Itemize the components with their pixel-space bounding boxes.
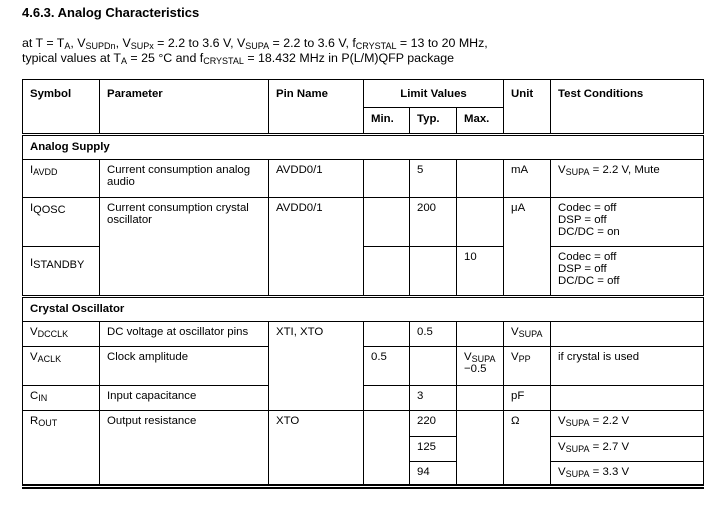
min-cell: [364, 322, 410, 347]
unit-cell: $V_{PP}$: [504, 347, 551, 386]
typ-cell: [410, 347, 457, 386]
analog-characteristics-table: [22, 79, 704, 489]
typ-cell: 200: [410, 198, 457, 247]
max-cell: [457, 411, 504, 487]
symbol-cell: $R_{OUT}$: [23, 411, 100, 487]
conditions-line-1: at $T = T_A$, $V_{SUPDn}$, $V_{SUPx} = 2.2$ to 3.6 V, $V_{SUPA} = 2.2$ to 3.6 V, $f_{CRYSTAL} = 13$ to 20 MHz,: [22, 36, 488, 51]
parameter-cell: Input capacitance: [100, 386, 269, 411]
unit-cell: mA: [504, 160, 551, 198]
col-header-unit: Unit: [504, 80, 551, 135]
test-conditions-cell: $V_{SUPA} = 2.7$ V: [551, 437, 704, 462]
parameter-cell: Current consumption crystal oscillator: [100, 198, 269, 297]
test-conditions-cell: Codec = off DSP = off DC/DC = off: [551, 247, 704, 297]
typ-cell: [410, 247, 457, 297]
symbol-cell: $V_{ACLK}$: [23, 347, 100, 386]
parameter-cell: Current consumption analog audio: [100, 160, 269, 198]
unit-cell: Ω: [504, 411, 551, 487]
table-row-rout: [23, 411, 704, 437]
max-cell: [457, 386, 504, 411]
conditions-text: [22, 36, 488, 66]
min-cell: [364, 411, 410, 487]
pin-cell: XTO: [269, 411, 364, 487]
section-title-crystal-oscillator: Crystal Oscillator: [23, 297, 704, 322]
max-cell: [457, 322, 504, 347]
unit-cell: pF: [504, 386, 551, 411]
max-cell: 10: [457, 247, 504, 297]
max-cell: [457, 198, 504, 247]
max-cell: [457, 160, 504, 198]
col-header-min: Min.: [364, 108, 410, 135]
test-conditions-cell: [551, 322, 704, 347]
test-conditions-cell: $V_{SUPA} = 2.2$ V, Mute: [551, 160, 704, 198]
header-row-1: [23, 80, 704, 108]
min-cell: [364, 247, 410, 297]
parameter-cell: DC voltage at oscillator pins: [100, 322, 269, 347]
col-header-pin-name: Pin Name: [269, 80, 364, 135]
table-row-iqosc: [23, 198, 704, 247]
min-cell: [364, 198, 410, 247]
parameter-cell: Clock amplitude: [100, 347, 269, 386]
typ-cell: 220: [410, 411, 457, 437]
table-row-iavdd: [23, 160, 704, 198]
col-header-symbol: Symbol: [23, 80, 100, 135]
symbol-cell: $V_{DCCLK}$: [23, 322, 100, 347]
symbol-cell: $I_{QOSC}$: [23, 198, 100, 247]
col-header-limit-values: Limit Values: [364, 80, 504, 108]
pin-cell: AVDD0/1: [269, 160, 364, 198]
unit-cell: $V_{SUPA}$: [504, 322, 551, 347]
test-conditions-cell: [551, 386, 704, 411]
col-header-test-conditions: Test Conditions: [551, 80, 704, 135]
table-row-vaclk: [23, 347, 704, 386]
pin-cell: XTI, XTO: [269, 322, 364, 411]
section-heading: 4.6.3. Analog Characteristics: [22, 5, 200, 20]
table-row-cin: [23, 386, 704, 411]
min-cell: [364, 386, 410, 411]
typ-cell: 3: [410, 386, 457, 411]
table-row-vdcclk: [23, 322, 704, 347]
min-cell: [364, 160, 410, 198]
typ-cell: 125: [410, 437, 457, 462]
symbol-cell: $I_{STANDBY}$: [23, 247, 100, 297]
typ-cell: 94: [410, 462, 457, 487]
col-header-max: Max.: [457, 108, 504, 135]
test-conditions-cell: $V_{SUPA} = 2.2$ V: [551, 411, 704, 437]
pin-cell: AVDD0/1: [269, 198, 364, 297]
conditions-line-2: typical values at $T_A = 25$ °C and $f_{CRYSTAL} = 18.432$ MHz in P(L/M)QFP package: [22, 51, 455, 66]
test-conditions-cell: Codec = off DSP = off DC/DC = on: [551, 198, 704, 247]
section-title-analog-supply: Analog Supply: [23, 135, 704, 160]
col-header-typ: Typ.: [410, 108, 457, 135]
typ-cell: 0.5: [410, 322, 457, 347]
col-header-parameter: Parameter: [100, 80, 269, 135]
symbol-cell: $C_{IN}$: [23, 386, 100, 411]
parameter-cell: Output resistance: [100, 411, 269, 487]
test-conditions-cell: if crystal is used: [551, 347, 704, 386]
typ-cell: 5: [410, 160, 457, 198]
unit-cell: μA: [504, 198, 551, 297]
section-row-analog-supply: [23, 135, 704, 160]
max-cell: $V_{SUPA}$ −0.5: [457, 347, 504, 386]
symbol-cell: $I_{AVDD}$: [23, 160, 100, 198]
section-row-crystal-oscillator: [23, 297, 704, 322]
min-cell: 0.5: [364, 347, 410, 386]
test-conditions-cell: $V_{SUPA} = 3.3$ V: [551, 462, 704, 487]
